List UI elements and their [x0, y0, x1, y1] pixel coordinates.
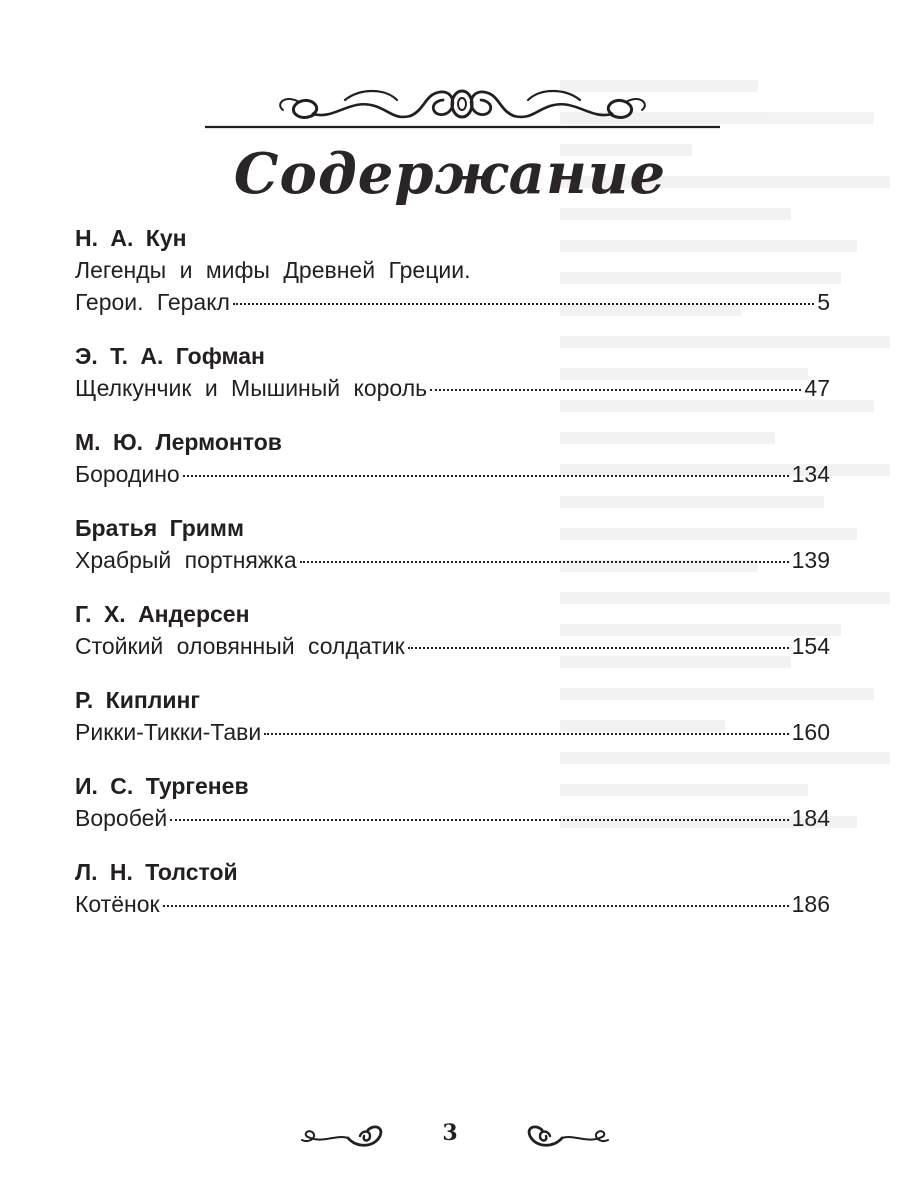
- toc-entry: [75, 340, 830, 404]
- page-reference: 47: [804, 375, 830, 401]
- toc-entry: [75, 426, 830, 490]
- toc-row: [75, 458, 830, 490]
- author-name: Н. А. Кун: [75, 225, 187, 251]
- toc-entry: [75, 598, 830, 662]
- work-title: Бородино: [75, 461, 180, 487]
- toc-row: [75, 888, 830, 920]
- work-title: Котёнок: [75, 891, 160, 917]
- flourish-right-icon: [520, 1122, 610, 1152]
- flourish-divider-icon: [205, 80, 720, 132]
- author-name: Братья Гримм: [75, 515, 244, 541]
- page-reference: 154: [791, 633, 830, 659]
- toc-row: [75, 716, 830, 748]
- work-title: Герои. Геракл: [75, 289, 230, 315]
- dot-leader: [233, 303, 814, 305]
- work-title: Храбрый портняжка: [75, 547, 297, 573]
- toc-entry: [75, 770, 830, 834]
- page-reference: 186: [791, 891, 830, 917]
- page-footer: [0, 1118, 900, 1158]
- table-of-contents: [75, 222, 830, 942]
- dot-leader: [430, 389, 801, 391]
- page-reference: 160: [791, 719, 830, 745]
- work-title: Воробей: [75, 805, 168, 831]
- page-reference: 134: [791, 461, 830, 487]
- toc-row: [75, 372, 830, 404]
- author-name: И. С. Тургенев: [75, 773, 249, 799]
- page-title: Содержание: [233, 141, 667, 207]
- page-number: 3: [442, 1120, 458, 1146]
- dot-leader: [163, 905, 789, 907]
- work-title: Рикки-Тикки-Тави: [75, 719, 262, 745]
- page-reference: 139: [791, 547, 830, 573]
- toc-entry: [75, 222, 830, 318]
- work-title-line: Легенды и мифы Древней Греции.: [75, 257, 471, 283]
- work-title: Стойкий оловянный солдатик: [75, 633, 405, 659]
- dot-leader: [170, 819, 788, 821]
- toc-row: [75, 544, 830, 576]
- dot-leader: [300, 561, 789, 563]
- page-reference: 5: [817, 289, 830, 315]
- dot-leader: [408, 647, 789, 649]
- author-name: М. Ю. Лермонтов: [75, 429, 282, 455]
- toc-row: [75, 630, 830, 662]
- toc-entry: [75, 512, 830, 576]
- page-reference: 184: [791, 805, 830, 831]
- toc-entry: [75, 856, 830, 920]
- author-name: Г. Х. Андерсен: [75, 601, 250, 627]
- toc-row: [75, 802, 830, 834]
- author-name: Р. Киплинг: [75, 687, 200, 713]
- toc-row: [75, 286, 830, 318]
- author-name: Л. Н. Толстой: [75, 859, 238, 885]
- toc-entry: [75, 684, 830, 748]
- dot-leader: [183, 475, 789, 477]
- author-name: Э. Т. А. Гофман: [75, 343, 265, 369]
- dot-leader: [264, 733, 788, 735]
- work-title: Щелкунчик и Мышиный король: [75, 375, 428, 401]
